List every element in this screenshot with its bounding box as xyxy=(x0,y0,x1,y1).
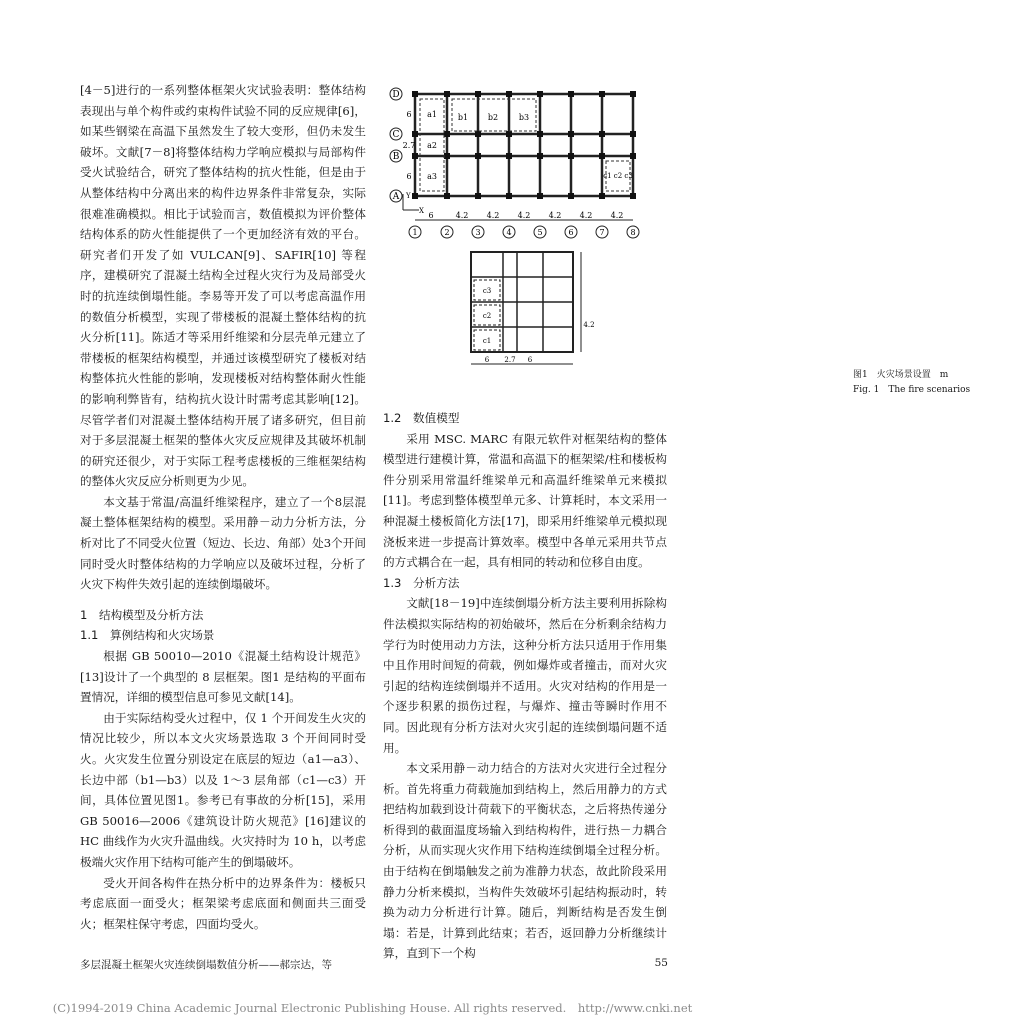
paragraph-this-study: 本文基于常温/高温纤维梁程序，建立了一个8层混凝土整体框架结构的模型。采用静－动力分析方法，分析对比了不同受火位置（短边、长边、角部）处3个开间同时受火时整体结构的力学响应以及破坏过程，分析了火灾下构件失效引起的连续倒塌破坏。 xyxy=(80,494,366,592)
dim-left-2: 2.7 xyxy=(402,141,416,150)
paragraph-intro-cont: [4－5]进行的一系列整体框架火灾试验表明：整体结构表现出与单个构件或约束构件试验不同的反应规律[6]，如某些钢梁在高温下虽然发生了较大变形，但仍未发生破坏。文献[7－8]将整体结构力学响应模拟与局部构件受火试验结合，研究了整体结构的抗火性能，但是由于从整体结构中分离出来的构件边界条件非常复杂，实际很难准确模拟。相比于试验而言，数值模拟为评价整体结构体系的防火性能提供了一个更加经济有效的平台。研究者们开发了如 VULCAN[9]、SAFIR[10] 等程序，建模研究了混凝土结构全过程火灾行为及局部受火时的抗连续倒塌性能。李易等开发了可以考虑高温作用的数值分析模型，实现了带楼板的混凝土整体结构的抗火分析[11]。陈适才等采用纤维梁和分层壳单元建立了带楼板的框架结构模型，并通过该模型研究了楼板对结构整体抗火性能的影响，发现楼板对结构整体耐火性能的影响利弊皆有，结构抗火设计时需考虑其影响[12]。尽管学者们对混凝土整体结构开展了诸多研究，但目前对于多层混凝土框架的整体火灾反应规律及其破坏机制的研究还很少，对于实际工程考虑楼板的三维框架结构的整体火灾反应分析则更为少见。 xyxy=(80,83,366,489)
paragraph-method-proposed: 本文采用静－动力结合的方法对火灾进行全过程分析。首先将重力荷载施加到结构上，然后用静力的方式把结构加载到设计荷载下的平衡状态，之后将热传递分析得到的截面温度场输入到结构构件，进行热－力耦合分析，从而实现火灾作用下结构连续倒塌全过程分析。由于结构在倒塌触发之前为准静力状态，故此阶段采用静力分析来模拟，当构件失效破坏引起结构振动时，转换为动力分析进行计算。随后，判断结构是否发生倒塌：若是，计算到此结束；若否，返回静力分析继续计算，直到下一个构 xyxy=(383,761,667,961)
paragraph-structure: 根据 GB 50010—2010《混凝土结构设计规范》[13]设计了一个典型的 8 层框架。图1 是结构的平面布置情况，详细的模型信息可参见文献[14]。 xyxy=(80,649,366,705)
section-heading-1-1: 1.1 算例结构和火灾场景 xyxy=(80,628,215,643)
col-label-3: 3 xyxy=(475,228,481,237)
elev-dim-1: 6 xyxy=(484,356,490,364)
col-label-6: 6 xyxy=(568,228,574,237)
col-label-5: 5 xyxy=(537,228,543,237)
axis-label-A: A xyxy=(392,192,400,202)
right-column xyxy=(383,408,667,964)
col-label-1: 1 xyxy=(412,228,418,237)
paragraph-fire-scenarios: 由于实际结构受火过程中，仅 1 个开间发生火灾的情况比较少，所以本文火灾场景选取 3 个开间同时受火。火灾发生位置分别设定在底层的短边（a1—a3）、长边中部（b1—b3）以及 1～3 层角部（c1—c3）开间，具体位置见图1。参考已有事故的分析[15]，采用 GB 50016—2006《建筑设计防火规范》[16]建议的 HC 曲线作为火灾升温曲线。火灾持时为 10 h，以考虑极端火灾作用下结构可能产生的倒塌破坏。 xyxy=(80,710,366,869)
label-a3: a3 xyxy=(427,172,437,181)
elev-dim-2: 2.7 xyxy=(504,356,516,364)
label-c123: c1 c2 c3 xyxy=(603,172,633,180)
copyright-notice: (C)1994-2019 China Academic Journal Electronic Publishing House. All rights reserved. http://www.cnki.net xyxy=(52,1001,693,1015)
label-a2: a2 xyxy=(427,141,437,150)
label-a1: a1 xyxy=(427,110,437,119)
dim-bottom-4: 4.2 xyxy=(517,211,531,220)
section-heading-1: 1 结构模型及分析方法 xyxy=(80,607,204,622)
axis-x: X xyxy=(419,207,424,215)
dim-bottom-7: 4.2 xyxy=(610,211,624,220)
running-footer: 多层混凝土框架火灾连续倒塌数值分析——郝宗达，等 xyxy=(80,959,332,971)
section-heading-1-3: 1.3 分析方法 xyxy=(383,575,460,590)
paragraph-numerical-model: 采用 MSC. MARC 有限元软件对框架结构的整体模型进行建模计算，常温和高温下的框架梁/柱和楼板构件分别采用常温纤维梁单元和高温纤维梁单元来模拟[11]。考虑到整体模型单元多、计算耗时，本文采用一种混凝土楼板简化方法[17]，即采用纤维梁单元模拟现浇板来进一步提高计算效率。模型中各单元采用共节点的方式耦合在一起，具有相同的转动和位移自由度。 xyxy=(383,431,667,570)
dim-bottom-3: 4.2 xyxy=(486,211,500,220)
dim-bottom-1: 6 xyxy=(428,211,434,220)
figure-caption-en: Fig. 1 The fire scenarios xyxy=(853,385,971,395)
floor-plan-diagram xyxy=(383,82,667,382)
left-column xyxy=(80,80,366,934)
col-label-4: 4 xyxy=(506,228,512,237)
dim-left-1: 6 xyxy=(406,110,412,119)
page-number: 55 xyxy=(654,957,668,969)
col-label-2: 2 xyxy=(444,228,450,237)
dim-bottom-5: 4.2 xyxy=(548,211,562,220)
paragraph-boundary: 受火开间各构件在热分析中的边界条件为：楼板只考虑底面一面受火；框架梁考虑底面和侧面共三面受火；框架柱保守考虑，四面均受火。 xyxy=(80,875,366,931)
axis-y: Y xyxy=(406,192,411,200)
elev-dim-3: 6 xyxy=(527,356,533,364)
col-label-8: 8 xyxy=(630,228,636,237)
figure-fire-scenarios xyxy=(383,82,971,404)
section-heading-1-2: 1.2 数值模型 xyxy=(383,411,460,425)
elev-dim-right: 4.2 xyxy=(583,321,595,329)
axis-label-D: D xyxy=(392,90,400,100)
dim-bottom-2: 4.2 xyxy=(455,211,469,220)
floor-label-c3: c3 xyxy=(482,287,492,295)
dim-left-3: 6 xyxy=(406,172,412,181)
label-b3: b3 xyxy=(518,113,530,122)
label-b2: b2 xyxy=(487,113,499,122)
paragraph-method-review: 文献[18－19]中连续倒塌分析方法主要利用拆除构件法模拟实际结构的初始破坏，然后在分析剩余结构力学行为时使用动力方法，这种分析方法只适用于作用集中且作用时间短的荷载，例如爆炸或者撞击，而对火灾引起的结构连续倒塌并不适用。火灾对结构的作用是一个逐步积累的损伤过程，与爆炸、撞击等瞬时作用不同。因此现有分析方法对火灾引起的连续倒塌问题不适用。 xyxy=(383,596,667,755)
floor-label-c1: c1 xyxy=(482,337,492,345)
figure-caption-cn: 图1 火灾场景设置 m xyxy=(853,370,949,380)
col-label-7: 7 xyxy=(599,228,605,237)
floor-label-c2: c2 xyxy=(482,312,492,320)
axis-label-B: B xyxy=(392,152,400,162)
dim-bottom-6: 4.2 xyxy=(579,211,593,220)
axis-label-C: C xyxy=(392,130,400,140)
label-b1: b1 xyxy=(457,113,469,122)
